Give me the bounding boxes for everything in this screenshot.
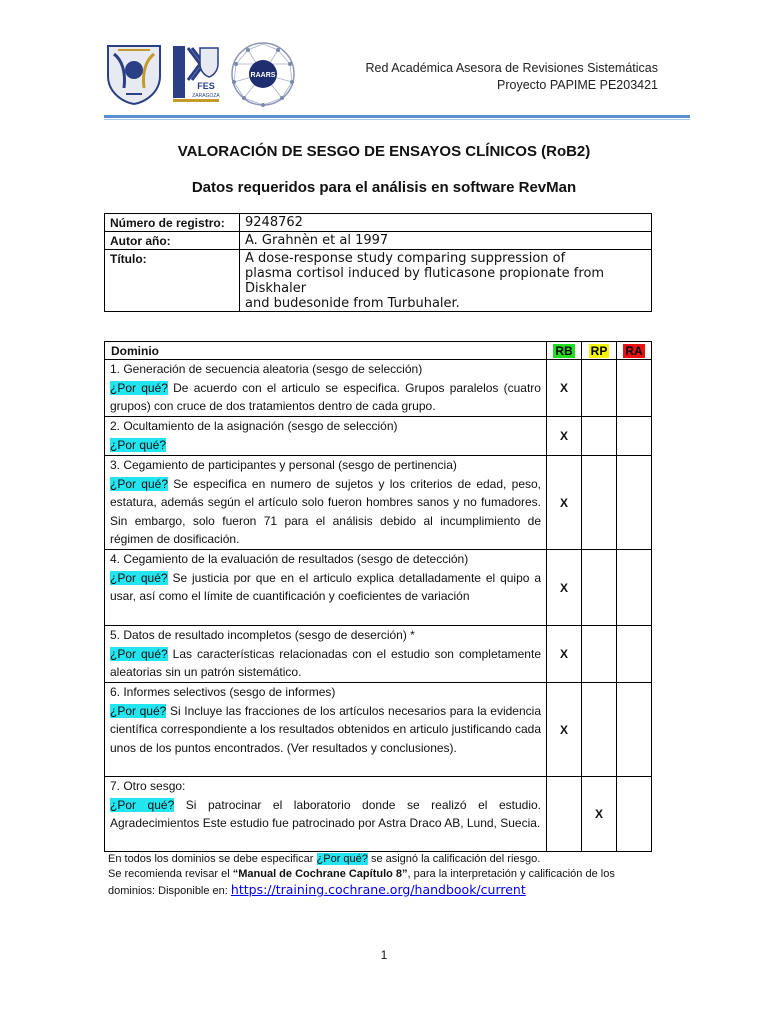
- registro-label: Número de registro:: [105, 214, 240, 232]
- ra-mark: [617, 360, 652, 417]
- header-line-network: Red Académica Asesora de Revisiones Sistemáticas: [365, 61, 658, 75]
- info-row-titulo: [105, 250, 652, 312]
- rp-mark: [582, 456, 617, 550]
- titulo-label: Título:: [105, 250, 240, 312]
- header-divider: [104, 115, 690, 118]
- rb-mark: X: [547, 683, 582, 777]
- domain-cell: [105, 626, 547, 683]
- domain-title: 3. Cegamiento de participantes y personal (sesgo de pertinencia): [110, 458, 457, 472]
- domain-title: 4. Cegamiento de la evaluación de resultados (sesgo de detección): [110, 552, 469, 566]
- ra-mark: [617, 550, 652, 626]
- domain-justification: Si patrocinar el laboratorio donde se realizó el estudio. Agradecimientos Este estudio fue patrocinado por Astra Draco AB, Lund, Suecia.: [110, 797, 541, 830]
- ra-mark: [617, 417, 652, 456]
- document-title: VALORACIÓN DE SESGO DE ENSAYOS CLÍNICOS (RoB2): [177, 143, 591, 160]
- rp-badge: RP: [590, 343, 608, 358]
- rp-mark: [582, 626, 617, 683]
- footer-notes: [108, 852, 656, 899]
- rb-badge: RB: [555, 343, 573, 358]
- domain-cell: [105, 360, 547, 417]
- header-line-project: Proyecto PAPIME PE203421: [497, 78, 658, 92]
- rb-mark: X: [547, 417, 582, 456]
- footer-text: Se recomienda revisar el: [108, 868, 233, 880]
- page-number: 1: [380, 948, 388, 962]
- domains-header-row: [105, 342, 652, 360]
- why-highlight: ¿Por qué?: [110, 797, 175, 812]
- footer-text: , para la interpretación y calificación de los dominios: Disponible en:: [108, 868, 615, 897]
- rp-mark: [582, 417, 617, 456]
- domain-justification: Si Incluye las fracciones de los artículos necesarios para la evidencia científica correspondiente a los resultados obtenidos en articulo justificando cada unos de los puntos encontrados. (Ver resultados y conclusiones).: [110, 703, 541, 755]
- rb-mark: X: [547, 456, 582, 550]
- why-highlight: ¿Por qué?: [316, 853, 368, 865]
- titulo-line: Diskhaler: [245, 281, 307, 296]
- document-subtitle: Datos requeridos para el análisis en software RevMan: [191, 179, 577, 196]
- dominio-header: Dominio: [105, 342, 547, 360]
- info-row-autor: [105, 232, 652, 250]
- fes-logo-text: FES: [197, 81, 215, 91]
- domain-row: [105, 777, 652, 852]
- footer-text: se asignó la calificación del riesgo.: [367, 853, 541, 865]
- why-highlight: ¿Por qué?: [110, 646, 168, 661]
- rp-mark: X: [582, 777, 617, 852]
- ra-mark: [617, 626, 652, 683]
- study-info-table: [104, 213, 652, 312]
- registro-value: 9248762: [240, 214, 652, 232]
- domain-justification: Se especifica en numero de sujetos y los criterios de edad, peso, estatura, además según el artículo solo fueron hombres sanos y no fumadores. Sin embargo, solo fueron 71 para el análisis debido al incumplimiento de régimen de dosificación.: [110, 476, 541, 546]
- footer-note-line-2: [108, 867, 656, 899]
- domain-justification: Se justicia por que en el articulo explica detalladamente el quipo a usar, así como el límite de cuantificación y coeficientes de variación: [110, 570, 541, 603]
- ra-header: [617, 342, 652, 360]
- autor-label: Autor año:: [105, 232, 240, 250]
- domain-title: 2. Ocultamiento de la asignación (sesgo de selección): [110, 419, 398, 433]
- domain-justification: Las características relacionadas con el estudio son completamente aleatorias sin un patrón sistemático.: [110, 646, 541, 679]
- titulo-line: plasma cortisol induced by fluticasone propionate from: [245, 266, 605, 281]
- header-institution-text: [365, 60, 658, 94]
- raars-logo-text: RAARS: [250, 72, 276, 79]
- domain-row: [105, 550, 652, 626]
- logo-group: [104, 40, 298, 108]
- ra-mark: [617, 683, 652, 777]
- domain-cell: [105, 683, 547, 777]
- raars-network-logo: [228, 40, 298, 108]
- why-highlight: ¿Por qué?: [110, 380, 168, 395]
- domain-cell: [105, 777, 547, 852]
- fes-logo-subtext: ZARAGOZA: [192, 93, 220, 99]
- cochrane-handbook-link[interactable]: https://training.cochrane.org/handbook/current: [230, 882, 526, 897]
- domain-justification: De acuerdo con el articulo se especifica. Grupos paralelos (cuatro grupos) con cruce de dos tratamientos dentro de cada grupo.: [110, 380, 541, 413]
- domain-title: 6. Informes selectivos (sesgo de informes): [110, 685, 336, 699]
- domain-cell: [105, 456, 547, 550]
- ra-mark: [617, 456, 652, 550]
- titulo-value: [240, 250, 652, 312]
- ra-badge: RA: [625, 343, 643, 358]
- rb-mark: X: [547, 550, 582, 626]
- rp-mark: [582, 683, 617, 777]
- domain-row: [105, 683, 652, 777]
- ra-mark: [617, 777, 652, 852]
- why-highlight: ¿Por qué?: [110, 703, 167, 718]
- footer-note-line-1: [108, 852, 656, 867]
- why-highlight: ¿Por qué?: [110, 437, 167, 452]
- domain-cell: [105, 550, 547, 626]
- info-row-registro: [105, 214, 652, 232]
- why-highlight: ¿Por qué?: [110, 570, 168, 585]
- titulo-line: and budesonide from Turbuhaler.: [245, 296, 460, 311]
- domain-row: [105, 626, 652, 683]
- unam-shield-logo: [104, 42, 164, 106]
- rb-mark: X: [547, 626, 582, 683]
- titulo-line: A dose-response study comparing suppression of: [245, 251, 566, 266]
- domain-row: [105, 360, 652, 417]
- cochrane-manual-ref: “Manual de Cochrane Capítulo 8”: [232, 868, 408, 880]
- rb-header: [547, 342, 582, 360]
- autor-value: A. Grahnèn et al 1997: [240, 232, 652, 250]
- domain-row: [105, 456, 652, 550]
- domain-title: 5. Datos de resultado incompletos (sesgo de deserción) *: [110, 628, 415, 642]
- rb-mark: X: [547, 360, 582, 417]
- rp-header: [582, 342, 617, 360]
- domain-cell: [105, 417, 547, 456]
- fes-zaragoza-logo: [170, 42, 222, 106]
- why-highlight: ¿Por qué?: [110, 476, 168, 491]
- rp-mark: [582, 550, 617, 626]
- domain-title: 1. Generación de secuencia aleatoria (sesgo de selección): [110, 362, 423, 376]
- rb-mark: [547, 777, 582, 852]
- rp-mark: [582, 360, 617, 417]
- header-divider-thin: [104, 119, 690, 120]
- domain-row: [105, 417, 652, 456]
- footer-text: En todos los dominios se debe especificar: [108, 853, 317, 865]
- domain-title: 7. Otro sesgo:: [110, 779, 186, 793]
- bias-domains-table: [104, 341, 652, 852]
